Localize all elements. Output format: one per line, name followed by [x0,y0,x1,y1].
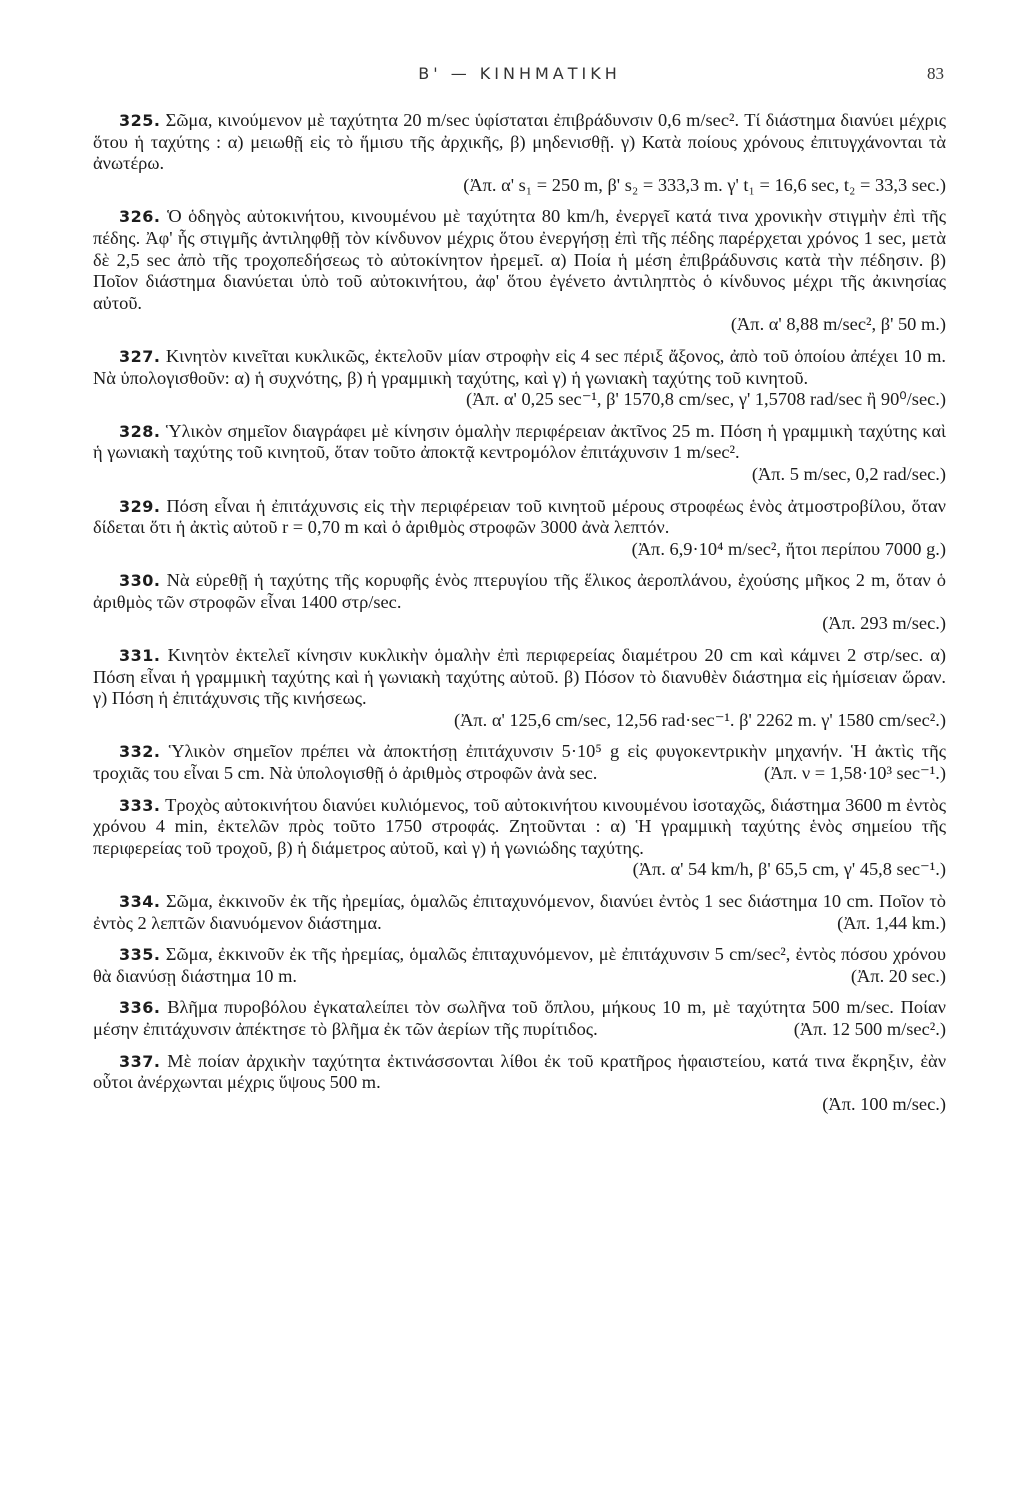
problem-330 [93,570,946,635]
problem-number: 337. [119,1051,161,1071]
answer-text: (Ἀπ. α' 8,88 m/sec², β' 50 m.) [730,314,946,335]
problem-325 [93,110,946,196]
problem-number: 336. [119,998,161,1018]
problem-text: Ὁ ὁδηγὸς αὐτοκινήτου, κινουμένου μὲ ταχύτητα 80 km/h, ἐνεργεῖ κατά τινα χρονικὴν στιγμὴν ἐπὶ τῆς πέδης. Ἀφ' ἧς στιγμῆς ἀντιληφθῇ τὸν κίνδυνον μέχρις ὅτου ἐνεργήσῃ ἐπὶ τῆς πέδης παρέρχεται χρόνος 1 sec, μετὰ δὲ 2,5 sec ἀπὸ τῆς τροχοπεδήσεως τὸ αὐτοκίνητον ἠρεμεῖ. α) Ποία ἡ μέση ἐπιβράδυνσις κατὰ τὴν πέδησιν. β) Ποῖον διάστημα διανύεται ὑπὸ τοῦ αὐτοκινήτου, ἀφ' ὅτου ἐγένετο ἀντιληπτὸς ὁ κίνδυνος μέχρι τῆς ἀκινησίας αὐτοῦ. [93,206,946,313]
problem-number: 325. [119,111,161,130]
problem-number: 334. [119,892,161,911]
problem-text: Νὰ εὑρεθῇ ἡ ταχύτης τῆς κορυφῆς ἑνὸς πτερυγίου τῆς ἕλικος ἀεροπλάνου, ἐχούσης μῆκος 2 m, ὅταν ὁ ἀριθμὸς τῶν στροφῶν εἶναι 1400 στρ/sec. [93,570,946,612]
answer-text: (Ἀπ. 5 m/sec, 0,2 rad/sec.) [751,463,946,484]
problem-number: 326. [119,207,161,227]
answer-text: (Ἀπ. 6,9·10⁴ m/sec², ἤτοι περίπου 7000 g.) [631,538,946,559]
problem-336 [93,997,946,1040]
problem-number: 332. [119,742,161,762]
running-header [93,52,946,92]
problem-number: 329. [119,496,161,516]
answer-text: (Ἀπ. ν = 1,58·10³ sec⁻¹.) [763,763,946,784]
answer-text: (Ἀπ. α' 125,6 cm/sec, 12,56 rad·sec⁻¹. β' 2262 m. γ' 1580 cm/sec².) [453,709,946,730]
answer-text: (Ἀπ. α' 0,25 sec⁻¹, β' 1570,8 cm/sec, γ' 1,5708 rad/sec ἢ 90⁰/sec.) [466,389,946,410]
problem-329 [93,496,946,561]
answer-text: (Ἀπ. α' 54 km/h, β' 65,5 cm, γ' 45,8 sec⁻¹.) [632,859,946,880]
answer-text: (Ἀπ. 20 sec.) [850,965,946,986]
problem-number: 330. [119,571,161,591]
problem-327 [93,346,946,411]
problem-text: Κινητὸν κινεῖται κυκλικῶς, ἐκτελοῦν μίαν στροφὴν εἰς 4 sec πέριξ ἄξονος, ἀπὸ τοῦ ὁποίου ἀπέχει 10 m. Νὰ ὑπολογισθοῦν: α) ἡ συχνότης, β) ἡ γραμμικὴ ταχύτης, καὶ γ) ἡ γωνιακὴ ταχύτης τοῦ κινητοῦ. [93,345,946,388]
answer-text: (Ἀπ. 100 m/sec.) [822,1093,946,1114]
problem-333 [93,795,946,881]
problem-text: Κινητὸν ἐκτελεῖ κίνησιν κυκλικὴν ὁμαλὴν ἐπὶ περιφερείας διαμέτρου 20 cm καὶ κάμνει 2 στρ/sec. α) Πόση εἶναι ἡ γραμμικὴ ταχύτης καὶ ἡ γωνιακὴ ταχύτης αὐτοῦ. β) Πόσον τὸ διανυθὲν διάστημα εἰς ἡμίσειαν ὥραν. γ) Πόση ἡ ἐπιτάχυνσις τῆς κινήσεως. [93,645,946,709]
problem-text: Πόση εἶναι ἡ ἐπιτάχυνσις εἰς τὴν περιφέρειαν τοῦ κινητοῦ μέρους στροφέως ἑνὸς ἀτμοστροβίλου, ὅταν δίδεται ὅτι ἡ ἀκτὶς αὐτοῦ r = 0,70 m καὶ ὁ ἀριθμὸς στροφῶν 3000 ἀνὰ λεπτόν. [93,495,946,538]
problem-list [93,110,946,1115]
problem-337 [93,1051,946,1116]
answer-text: (Ἀπ. 12 500 m/sec².) [793,1018,946,1039]
answer-text: (Ἀπ. α' s₁ = 250 m, β' s₂ = 333,3 m. γ' t₁ = 16,6 sec, t₂ = 33,3 sec.) [463,174,946,195]
problem-text: Βλῆμα πυροβόλου ἐγκαταλείπει τὸν σωλῆνα τοῦ ὅπλου, μήκους 10 m, μὲ ταχύτητα 500 m/sec. Ποίαν μέσην ἐπιτάχυνσιν ἀπέκτησε τὸ βλῆμα ἐκ τῶν ἀερίων τῆς πυρίτιδος. [93,997,946,1039]
problem-332 [93,741,946,784]
problem-326 [93,206,946,336]
problem-text: Σῶμα, ἐκκινοῦν ἐκ τῆς ἠρεμίας, ὁμαλῶς ἐπιταχυνόμενον, μὲ ἐπιτάχυνσιν 5 cm/sec², ἐντὸς πόσου χρόνου θὰ διανύσῃ διάστημα 10 m. [93,944,946,986]
problem-text: Ὑλικὸν σημεῖον πρέπει νὰ ἀποκτήσῃ ἐπιτάχυνσιν 5·10⁵ g εἰς φυγοκεντρικὴν μηχανήν. Ἡ ἀκτὶς τῆς τροχιᾶς του εἶναι 5 cm. Νὰ ὑπολογισθῇ ὁ ἀριθμὸς στροφῶν ἀνὰ sec. [93,741,946,784]
problem-335 [93,944,946,987]
chapter-title: Β' — ΚΙΝΗΜΑΤΙΚΗ [418,64,621,83]
problem-text: Τροχὸς αὐτοκινήτου διανύει κυλιόμενος, τοῦ αὐτοκινήτου κινουμένου ἰσοταχῶς, διάστημα 3600 m ἐντὸς χρόνου 4 min, ἐκτελῶν πρὸς τοῦτο 1750 στροφάς. Ζητοῦνται : α) Ἡ γραμμικὴ ταχύτης ἑνὸς σημείου τῆς περιφερείας τοῦ τροχοῦ, β) ἡ διάμετρος αὐτοῦ, καὶ γ) ἡ γωνιώδης ταχύτης. [93,794,946,858]
page-number: 83 [927,64,944,83]
problem-text: Σῶμα, ἐκκινοῦν ἐκ τῆς ἠρεμίας, ὁμαλῶς ἐπιταχυνόμενον, διανύει ἐντὸς 1 sec διάστημα 10 cm. Ποῖον τὸ ἐντὸς 2 λεπτῶν διανυόμενον διάστημα. [93,891,946,933]
problem-number: 333. [119,795,161,815]
problem-328 [93,421,946,486]
problem-text: Σῶμα, κινούμενον μὲ ταχύτητα 20 m/sec ὑφίσταται ἐπιβράδυνσιν 0,6 m/sec². Τί διάστημα διανύει μέχρις ὅτου ἡ ταχύτης : α) μειωθῇ εἰς τὸ ἥμισυ τῆς ἀρχικῆς, β) μηδενισθῇ. γ) Κατὰ ποίους χρόνους ἐπιτυγχάνονται τὰ ἀνωτέρω. [93,110,946,174]
answer-text: (Ἀπ. 293 m/sec.) [822,613,946,634]
problem-number: 327. [119,346,161,366]
answer-text: (Ἀπ. 1,44 km.) [837,912,946,933]
problem-number: 331. [119,646,161,666]
problem-text: Ὑλικὸν σημεῖον διαγράφει μὲ κίνησιν ὁμαλὴν περιφέρειαν ἀκτῖνος 25 m. Πόση ἡ γραμμικὴ ταχύτης καὶ ἡ γωνιακὴ ταχύτης τοῦ κινητοῦ, ὅταν τοῦτο ἀποκτᾷ κεντρομόλον ἐπιτάχυνσιν 1 m/sec². [93,420,946,463]
problem-334 [93,891,946,934]
problem-text: Μὲ ποίαν ἀρχικὴν ταχύτητα ἐκτινάσσονται λίθοι ἐκ τοῦ κρατῆρος ἡφαιστείου, κατά τινα ἔκρηξιν, ἐὰν οὗτοι ἀνέρχωνται μέχρις ὕψους 500 m. [93,1050,947,1093]
problem-number: 335. [119,945,161,965]
problem-number: 328. [119,421,161,441]
problem-331 [93,645,946,731]
